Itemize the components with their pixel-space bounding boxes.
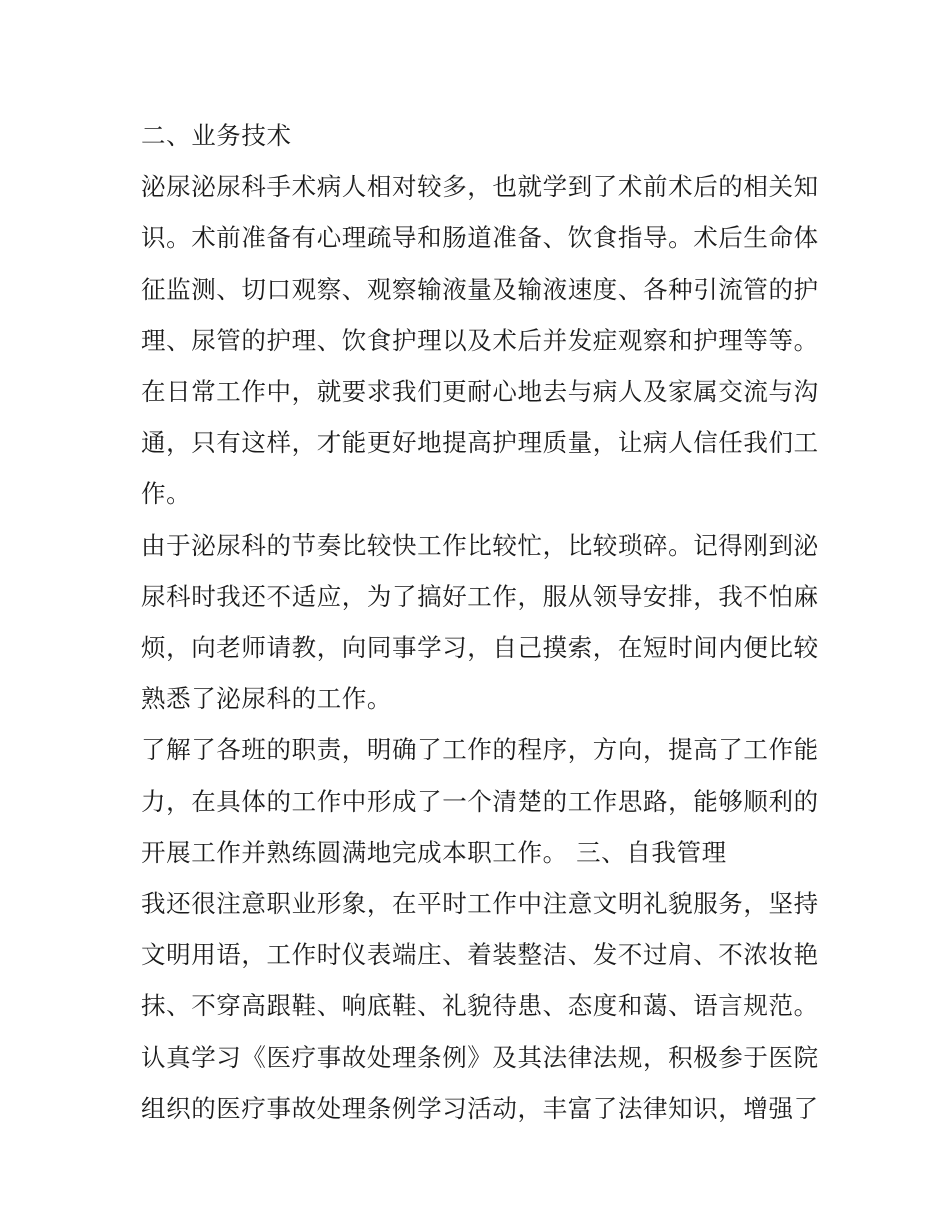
document-body <box>141 110 821 1134</box>
paragraph-communication: 在日常工作中，就要求我们更耐心地去与病人及家属交流与沟通，只有这样，才能更好地提高护理质量，让病人信任我们工作。 <box>141 377 819 509</box>
paragraph-legal-study: 认真学习《医疗事故处理条例》及其法律法规，积极参于医院组织的医疗事故处理条例学习活动，丰富了法律知识，增强了 <box>141 1042 819 1123</box>
paragraph-surgery-knowledge: 泌尿泌尿科手术病人相对较多，也就学到了术前术后的相关知识。术前准备有心理疏导和肠道准备、饮食指导。术后生命体征监测、切口观察、观察输液量及输液速度、各种引流管的护理、尿管的护理、饮食护理以及术后并发症观察和护理等等。 <box>141 172 819 355</box>
paragraph-professional-image: 我还很注意职业形象，在平时工作中注意文明礼貌服务，坚持文明用语，工作时仪表端庄、着装整洁、发不过肩、不浓妆艳抹、不穿高跟鞋、响底鞋、礼貌待患、态度和蔼、语言规范。 <box>141 889 819 1021</box>
section-heading-business-skills: 二、业务技术 <box>141 121 292 150</box>
paragraph-duties-and-self-management-heading: 了解了各班的职责，明确了工作的程序，方向，提高了工作能力，在具体的工作中形成了一个清楚的工作思路，能够顺利的开展工作并熟练圆满地完成本职工作。 三、自我管理 <box>141 735 819 867</box>
paragraph-adapting-to-work: 由于泌尿科的节奏比较快工作比较忙，比较琐碎。记得刚到泌尿科时我还不适应，为了搞好工作，服从领导安排，我不怕麻烦，向老师请教，向同事学习，自己摸索，在短时间内便比较熟悉了泌尿科的工作。 <box>141 530 819 714</box>
